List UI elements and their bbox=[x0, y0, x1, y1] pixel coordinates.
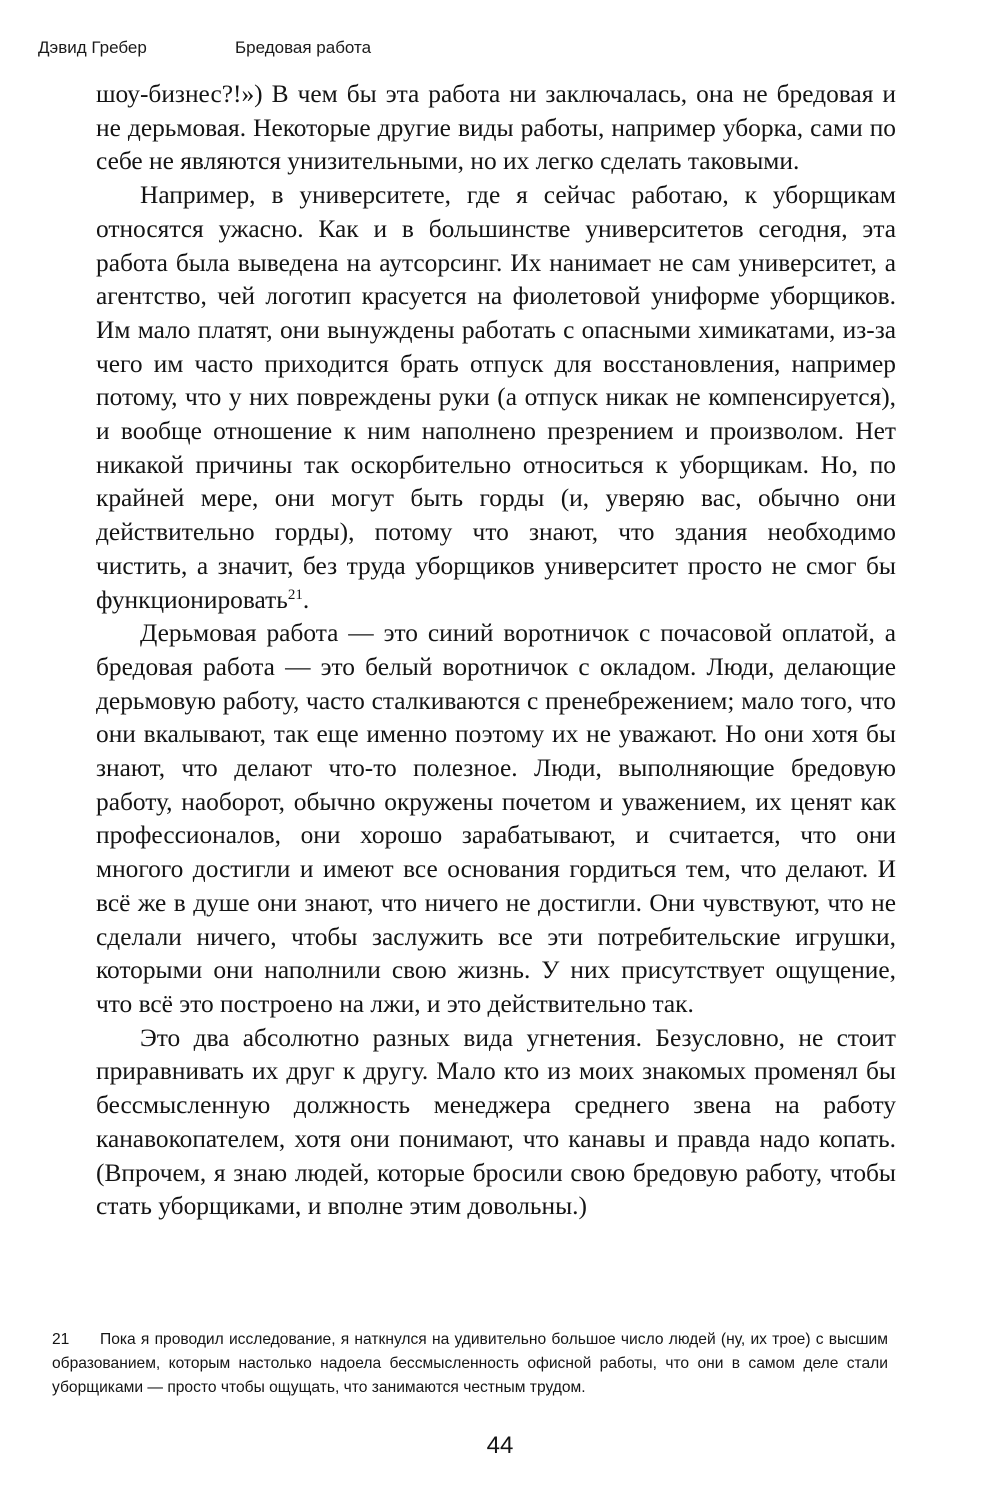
header-author: Дэвид Гребер bbox=[38, 38, 147, 57]
paragraph-2-text: Например, в университете, где я сейчас работаю, к уборщикам относятся ужасно. Как и в большинстве университетов сегодня, эта работа была выведена на аутсорсинг. Их нанимает не сам университет, а агентство, чей логотип красуется на фиолетовой униформе уборщиков. Им мало платят, они вынуждены работать с опасными химикатами, из-за чего им часто приходится брать отпуск для восстановления, например потому, что у них повреждены руки (а отпуск никак не компенсируется), и вообще отношение к ним наполнено презрением и произволом. Нет никакой причины так оскорбительно относиться к уборщикам. Но, по крайней мере, они могут быть горды (и, уверяю вас, обычно они действительно горды), потому что знают, что здания необходимо чистить, а значит, без труда уборщиков университет просто не смог бы функционировать bbox=[96, 181, 896, 614]
paragraph-3: Дерьмовая работа — это синий воротничок с почасовой оплатой, а бредовая работа — это белый воротничок с окладом. Люди, делающие дерьмовую работу, часто сталкиваются с пренебрежением; мало того, что они вкалывают, так еще именно поэтому их не уважают. Но они хотя бы знают, что делают что-то полезное. Люди, выполняющие бредовую работу, наоборот, обычно окружены почетом и уважением, их ценят как профессионалов, они хорошо зарабатывают, и считается, что они многого достигли и имеют все основания гордиться тем, что делают. И всё же в душе они знают, что ничего не достигли. Они чувствуют, что не сделали ничего, чтобы заслужить все эти потребительские игрушки, которыми они наполнили свою жизнь. У них присутствует ощущение, что всё это построено на лжи, и это действительно так. bbox=[96, 619, 896, 1018]
paragraph-4: Это два абсолютно разных вида угнетения. Безусловно, не стоит приравнивать их друг к другу. Мало кто из моих знакомых променял бы бессмысленную должность менеджера среднего звена на работу канавокопателем, хотя они понимают, что канавы и правда надо копать. (Впрочем, я знаю людей, которые бросили свою бредовую работу, чтобы стать уборщиками, и вполне этим довольны.) bbox=[96, 1023, 896, 1221]
page-number: 44 bbox=[486, 1432, 514, 1459]
paragraph-2-tail: . bbox=[302, 585, 310, 614]
footnote-text: Пока я проводил исследование, я наткнулся на удивительно большое число людей (ну, их трое) с высшим образованием, которым настолько надоела бессмысленность офисной работы, что они в самом деле стали уборщиками — просто чтобы ощущать, что занимаются честным трудом. bbox=[52, 1331, 888, 1396]
running-header bbox=[38, 38, 372, 58]
footnote bbox=[52, 1328, 888, 1400]
body-text bbox=[96, 78, 896, 1224]
footnote-number: 21 bbox=[52, 1331, 70, 1348]
paragraph-1: шоу-бизнес?!») В чем бы эта работа ни заключалась, она не бредовая и не дерьмовая. Некоторые другие виды работы, например уборка, сами по себе не являются унизительными, но их легко сделать таковыми. bbox=[96, 80, 896, 176]
footnote-reference[interactable]: 21 bbox=[287, 586, 303, 603]
paragraph-2 bbox=[96, 179, 896, 617]
header-book-title: Бредовая работа bbox=[235, 38, 372, 57]
